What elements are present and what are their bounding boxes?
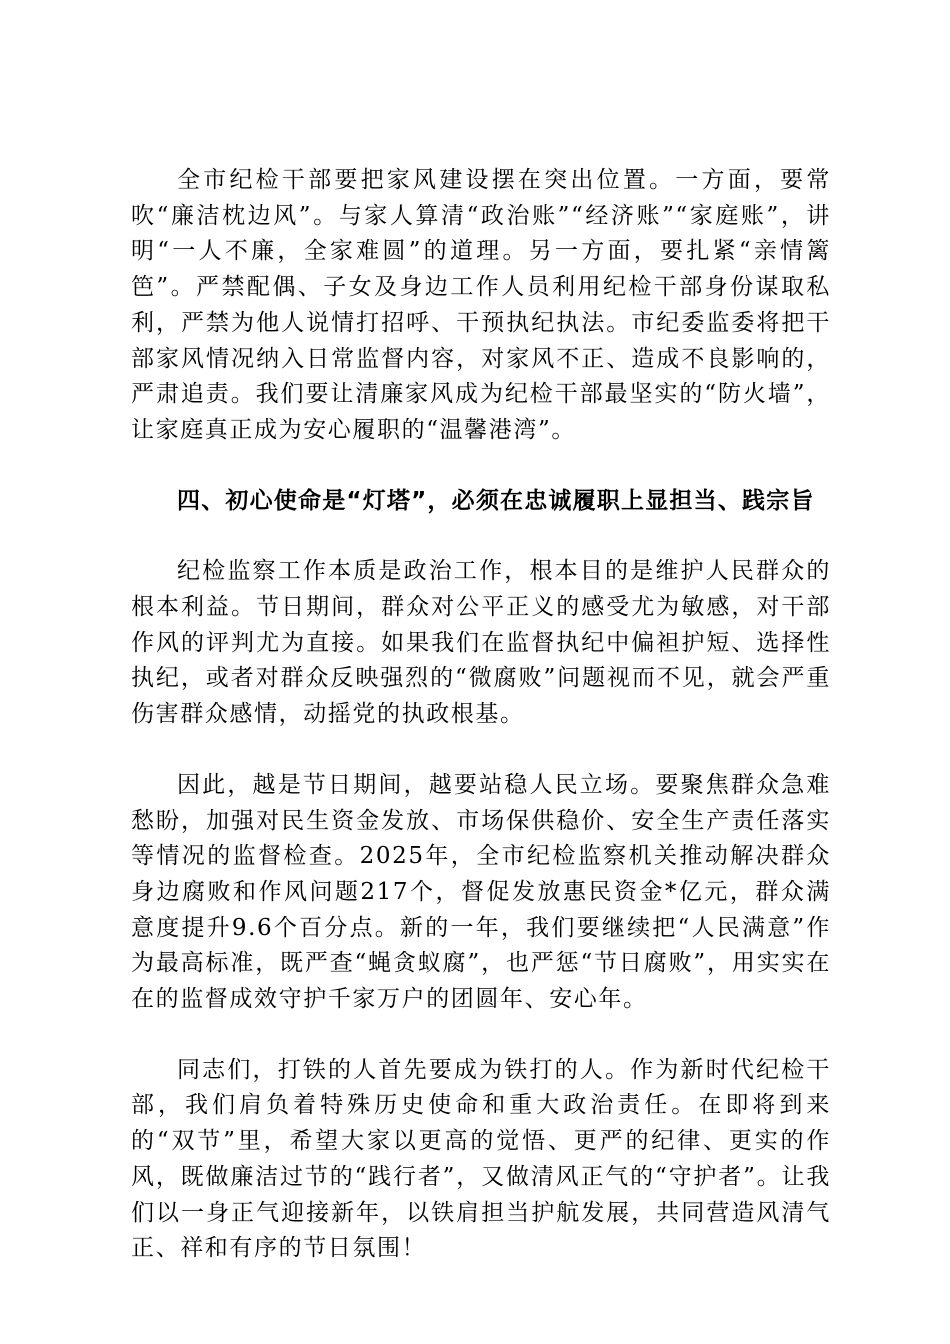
paragraph-closing: 同志们，打铁的人首先要成为铁打的人。作为新时代纪检干部，我们肩负着特殊历史使命和重大政治责任。在即将到来的“双节”里，希望大家以更高的觉悟、更严的纪律、更实的作风，既做廉洁过节的“践行者”，又做清风正气的“守护者”。让我们以一身正气迎接新年，以铁肩担当护航发展，共同营造风清气正、祥和有序的节日氛围！	[131, 1056, 831, 1262]
paragraph-political-work: 纪检监察工作本质是政治工作，根本目的是维护人民群众的根本利益。节日期间，群众对公平正义的感受尤为敏感，对干部作风的评判尤为直接。如果我们在监督执纪中偏袒护短、选择性执纪，或者对群众反映强烈的“微腐败”问题视而不见，就会严重伤害群众感情，动摇党的执政根基。	[131, 558, 831, 728]
paragraph-people-stance: 因此，越是节日期间，越要站稳人民立场。要聚焦群众急难愁盼，加强对民生资金发放、市场保供稳价、安全生产责任落实等情况的监督检查。2025年，全市纪检监察机关推动解决群众身边腐败和作风问题217个，督促发放惠民资金*亿元，群众满意度提升9.6个百分点。新的一年，我们要继续把“人民满意”作为最高标准，既严查“蝇贪蚁腐”，也严惩“节日腐败”，用实实在在的监督成效守护千家万户的团圆年、安心年。	[131, 771, 831, 1013]
document-page	[131, 163, 831, 1302]
section-heading-4: 四、初心使命是“灯塔”，必须在忠诚履职上显担当、践宗旨	[177, 487, 815, 514]
paragraph-family-ethics: 全市纪检干部要把家风建设摆在突出位置。一方面，要常吹“廉洁枕边风”。与家人算清“政治账”“经济账”“家庭账”，讲明“一人不廉，全家难圆”的道理。另一方面，要扎紧“亲情篱笆”。严禁配偶、子女及身边工作人员利用纪检干部身份谋取私利，严禁为他人说情打招呼、干预执纪执法。市纪委监委将把干部家风情况纳入日常监督内容，对家风不正、造成不良影响的，严肃追责。我们要让清廉家风成为纪检干部最坚实的“防火墙”，让家庭真正成为安心履职的“温馨港湾”。	[131, 167, 831, 443]
